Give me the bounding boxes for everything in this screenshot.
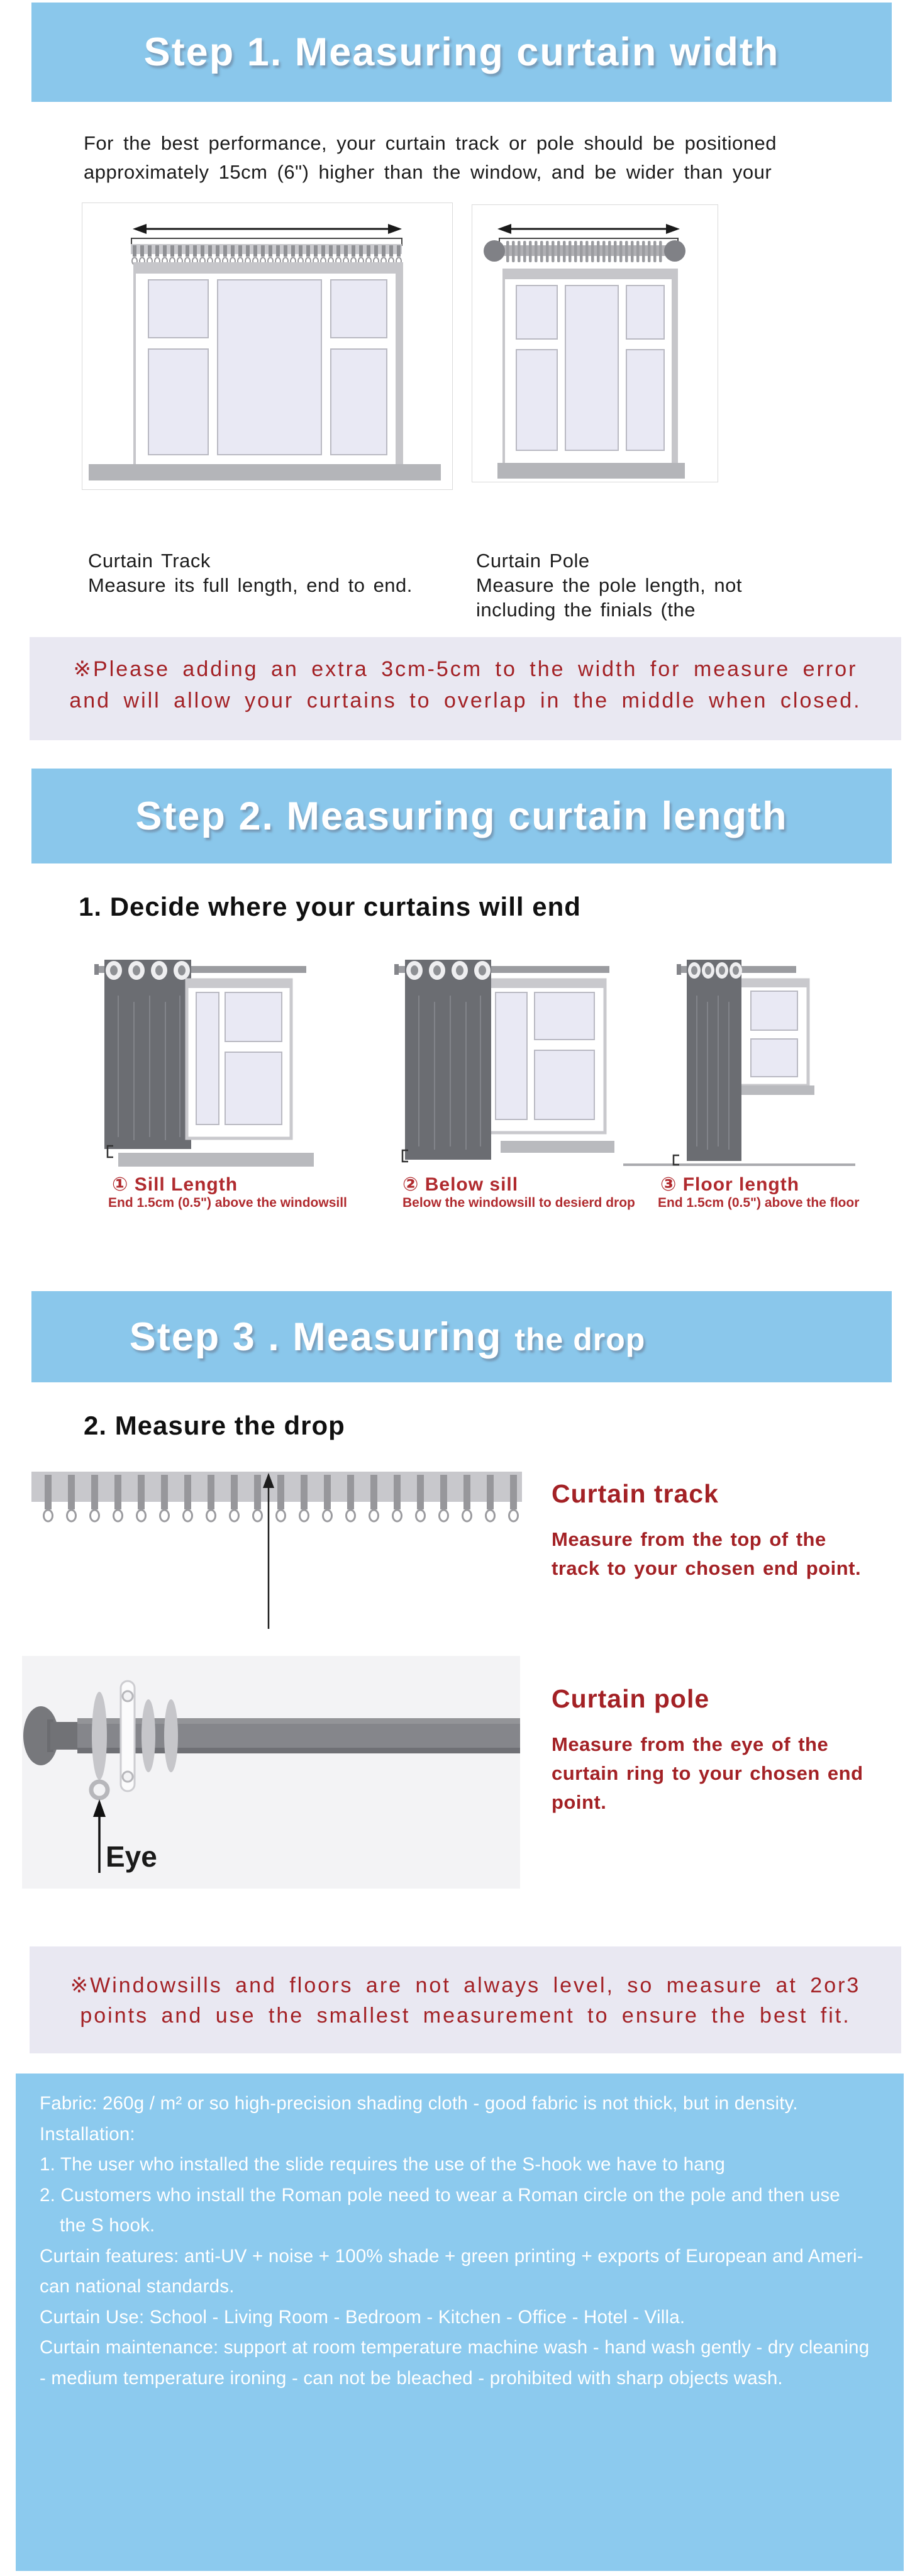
below-sill-label: ② Below sill — [402, 1174, 519, 1195]
level-note-line1: ※Windowsills and floors are not always level, so measure at 2or3 — [70, 1974, 861, 1997]
curtain-track-figure — [82, 203, 453, 490]
track-instructions-line1: Measure from the top of the — [552, 1528, 826, 1550]
width-note-line1: ※Please adding an extra 3cm-5cm to the width for measure error — [73, 657, 858, 681]
floor-length-desc: End 1.5cm (0.5") above the floor — [658, 1196, 860, 1210]
measure-bracket-icon — [674, 1155, 679, 1165]
level-note-line2: points and use the smallest measurement to ensure the best fit. — [80, 2004, 851, 2028]
window — [135, 264, 402, 469]
below-sill-diagram — [358, 955, 623, 1172]
step3-heading: 2. Measure the drop — [84, 1411, 345, 1440]
details-maintenance-2: - medium temperature ironing - can not be bleached - prohibited with sharp objects wash. — [40, 2367, 783, 2389]
window-sill — [89, 464, 441, 480]
step1-intro-line2: approximately 15cm (6") higher than the window, and be wider than your — [84, 161, 772, 183]
track-caption-title: Curtain Track — [88, 550, 211, 572]
track-caption-line1: Measure its full length, end to end. — [88, 574, 413, 596]
step3-banner-subtitle: the drop — [514, 1321, 646, 1357]
track-instructions — [552, 1479, 861, 1583]
drop-pole-diagram — [22, 1656, 520, 1889]
pole-caption — [476, 548, 742, 622]
pole-eye-diagram — [22, 1656, 520, 1889]
wall-bracket-icon — [121, 1681, 135, 1791]
sill-length-desc: End 1.5cm (0.5") above the windowsill — [108, 1196, 347, 1210]
pole-caption-title: Curtain Pole — [476, 550, 590, 572]
level-note — [30, 1946, 901, 2053]
details-features-2: can national standards. — [40, 2276, 235, 2297]
grommet-curtain — [104, 960, 191, 1149]
product-details-panel — [16, 2074, 904, 2571]
eye-label: Eye — [106, 1840, 157, 1873]
curtain-pole-figure — [472, 204, 718, 482]
pole-instructions-line1: Measure from the eye of the — [552, 1733, 829, 1755]
step1-intro-line1: For the best performance, your curtain track or pole should be positioned — [84, 132, 777, 154]
details-install-2b: the S hook. — [60, 2215, 155, 2236]
step1-banner-title: Step 1. Measuring curtain width — [143, 30, 780, 74]
window — [504, 270, 677, 466]
track-strip — [131, 244, 402, 265]
step1-banner — [31, 3, 892, 102]
details-maintenance: Curtain maintenance: support at room temperature machine wash - hand wash gently - dry cleaning — [40, 2337, 870, 2358]
details-features: Curtain features: anti-UV + noise + 100% shade + green printing + exports of European and Ameri- — [40, 2245, 863, 2267]
sill-length-label: ① Sill Length — [112, 1174, 238, 1195]
floor-length-label: ③ Floor length — [660, 1174, 800, 1195]
curtain-ring-with-eye — [91, 1692, 108, 1798]
drop-track-diagram — [31, 1470, 525, 1634]
track-instructions-title: Curtain track — [552, 1479, 719, 1508]
window-sill — [501, 1141, 614, 1153]
width-double-arrow-icon — [133, 224, 402, 234]
ring-eye-icon — [91, 1782, 108, 1798]
details-install-2: 2. Customers who install the Roman pole need to wear a Roman circle on the pole and then use — [40, 2184, 840, 2206]
step1-intro-paragraph — [84, 129, 876, 187]
floor-length-diagram — [616, 955, 868, 1172]
pole-instructions-line3: point. — [552, 1791, 607, 1813]
track-hooks — [36, 1475, 521, 1523]
step3-banner — [31, 1291, 892, 1382]
step2-heading: 1. Decide where your curtains will end — [79, 892, 581, 921]
window-sill — [497, 463, 685, 479]
eye-arrow-icon — [93, 1799, 106, 1873]
grommet-curtain — [405, 960, 491, 1160]
pole-instructions-title: Curtain pole — [552, 1684, 710, 1713]
pole-with-rings — [484, 240, 685, 264]
width-note-line2: and will allow your curtains to overlap in the middle when closed. — [69, 689, 862, 713]
pole-instructions — [552, 1684, 863, 1817]
below-sill-desc: Below the windowsill to desierd drop — [402, 1196, 635, 1210]
finial-right-icon — [664, 240, 685, 262]
pole-caption-line1: Measure the pole length, not — [476, 574, 742, 596]
details-fabric: Fabric: 260g / m² or so high-precision shading cloth - good fabric is not thick, but in density. — [40, 2093, 798, 2114]
finial-left-icon — [484, 240, 505, 262]
width-note — [30, 637, 901, 740]
grommet-curtain — [687, 960, 742, 1161]
window — [187, 980, 291, 1138]
step2-banner-title: Step 2. Measuring curtain length — [135, 794, 788, 838]
pole-caption-line2: including the finials (the — [476, 599, 696, 621]
step3-banner-title: Step 3 . Measuring — [129, 1314, 502, 1359]
details-installation: Installation: — [40, 2123, 135, 2145]
window-sill — [118, 1153, 314, 1167]
track-caption — [88, 548, 413, 597]
curtain-ring — [141, 1699, 155, 1772]
curtain-track-window-diagram — [82, 203, 452, 489]
width-double-arrow-icon — [497, 224, 680, 234]
pole-instructions-line2: curtain ring to your chosen end — [552, 1762, 863, 1784]
curtain-ring — [164, 1699, 178, 1772]
window — [487, 980, 605, 1133]
track-instructions-line2: track to your chosen end point. — [552, 1557, 862, 1579]
details-install-1: 1. The user who installed the slide requires the use of the S-hook we have to hang — [40, 2154, 725, 2175]
sill-length-diagram — [63, 955, 327, 1172]
curtain-pole-window-diagram — [472, 205, 718, 482]
step2-banner — [31, 769, 892, 863]
details-use: Curtain Use: School - Living Room - Bedroom - Kitchen - Office - Hotel - Villa. — [40, 2306, 685, 2328]
